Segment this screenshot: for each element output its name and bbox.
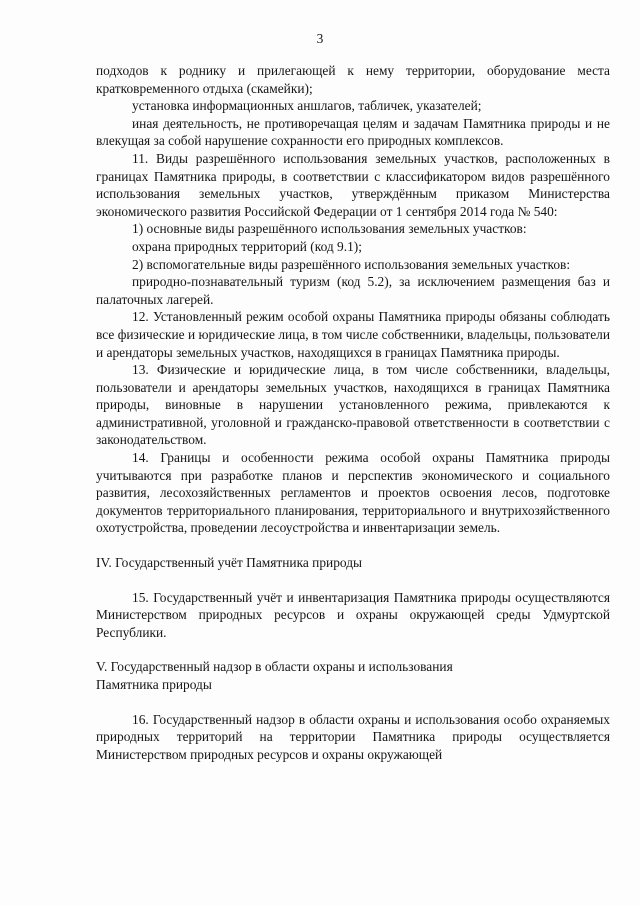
paragraph-item: охрана природных территорий (код 9.1); xyxy=(132,238,362,254)
paragraph-clause-15: 15. Государственный учёт и инвентаризация Памятника природы осуществляются Министерством природных ресурсов и охраны окружающей среды Удмуртской Республики. xyxy=(96,589,610,640)
spacer xyxy=(96,694,610,711)
paragraph-clause-14: 14. Границы и особенности режима особой охраны Памятника природы учитываются при разработке планов и перспектив экономического и социального развития, лесохозяйственных регламентов и проектов освоения лесов, подготовке документов территориального планирования, территориального и внутрихозяйственного охотустройства, проведении лесоустройства и инвентаризации земель. xyxy=(96,450,610,536)
spacer xyxy=(96,572,610,589)
spacer xyxy=(96,537,610,554)
section-heading-iv: IV. Государственный учёт Памятника природы xyxy=(96,555,363,571)
paragraph-clause-13: 13. Физические и юридические лица, в том числе собственники, владельцы, пользователи и арендаторы земельных участков, находящихся в границах Памятника природы, виновные в нарушении установленного режима, привлекаются к административной, уголовной и гражданско-правовой ответственности в соответствии с законодательством. xyxy=(96,362,610,448)
paragraph-clause-16: 16. Государственный надзор в области охраны и использования особо охраняемых природных территорий на территории Памятника природы осуществляется Министерством природных ресурсов и охраны окружающей xyxy=(96,711,610,762)
paragraph-item: иная деятельность, не противоречащая целям и задачам Памятника природы и не влекущая за собой нарушение сохранности его природных комплексов. xyxy=(96,115,610,149)
paragraph-clause-11: 11. Виды разрешённого использования земельных участков, расположенных в границах Памятника природы, в соответствии с классификатором видов разрешённого использования земельных участков, утверждённым приказом Министерства экономического развития Российской Федерации от 1 сентября 2014 года № 540: xyxy=(96,150,610,219)
document-body xyxy=(96,62,610,763)
section-heading-v-line2: Памятника природы xyxy=(96,677,212,692)
paragraph-item: установка информационных аншлагов, табличек, указателей; xyxy=(132,98,482,114)
paragraph-item: 2) вспомогательные виды разрешённого использования земельных участков: xyxy=(132,256,571,272)
paragraph-item: природно-познавательный туризм (код 5.2), за исключением размещения баз и палаточных лагерей. xyxy=(96,274,610,307)
paragraph-continuation: подходов к роднику и прилегающей к нему территории, оборудование места кратковременного отдыха (скамейки); xyxy=(96,63,610,96)
paragraph-clause-12: 12. Установленный режим особой охраны Памятника природы обязаны соблюдать все физические и юридические лица, в том числе собственники, владельцы, пользователи и арендаторы земельных участков, находящихся в границах Памятника природы. xyxy=(96,309,610,360)
section-heading-v-line1: V. Государственный надзор в области охраны и использования xyxy=(96,659,453,675)
paragraph-item: 1) основные виды разрешённого использования земельных участков: xyxy=(132,221,527,237)
spacer xyxy=(96,641,610,658)
page-number: 3 xyxy=(316,31,324,46)
